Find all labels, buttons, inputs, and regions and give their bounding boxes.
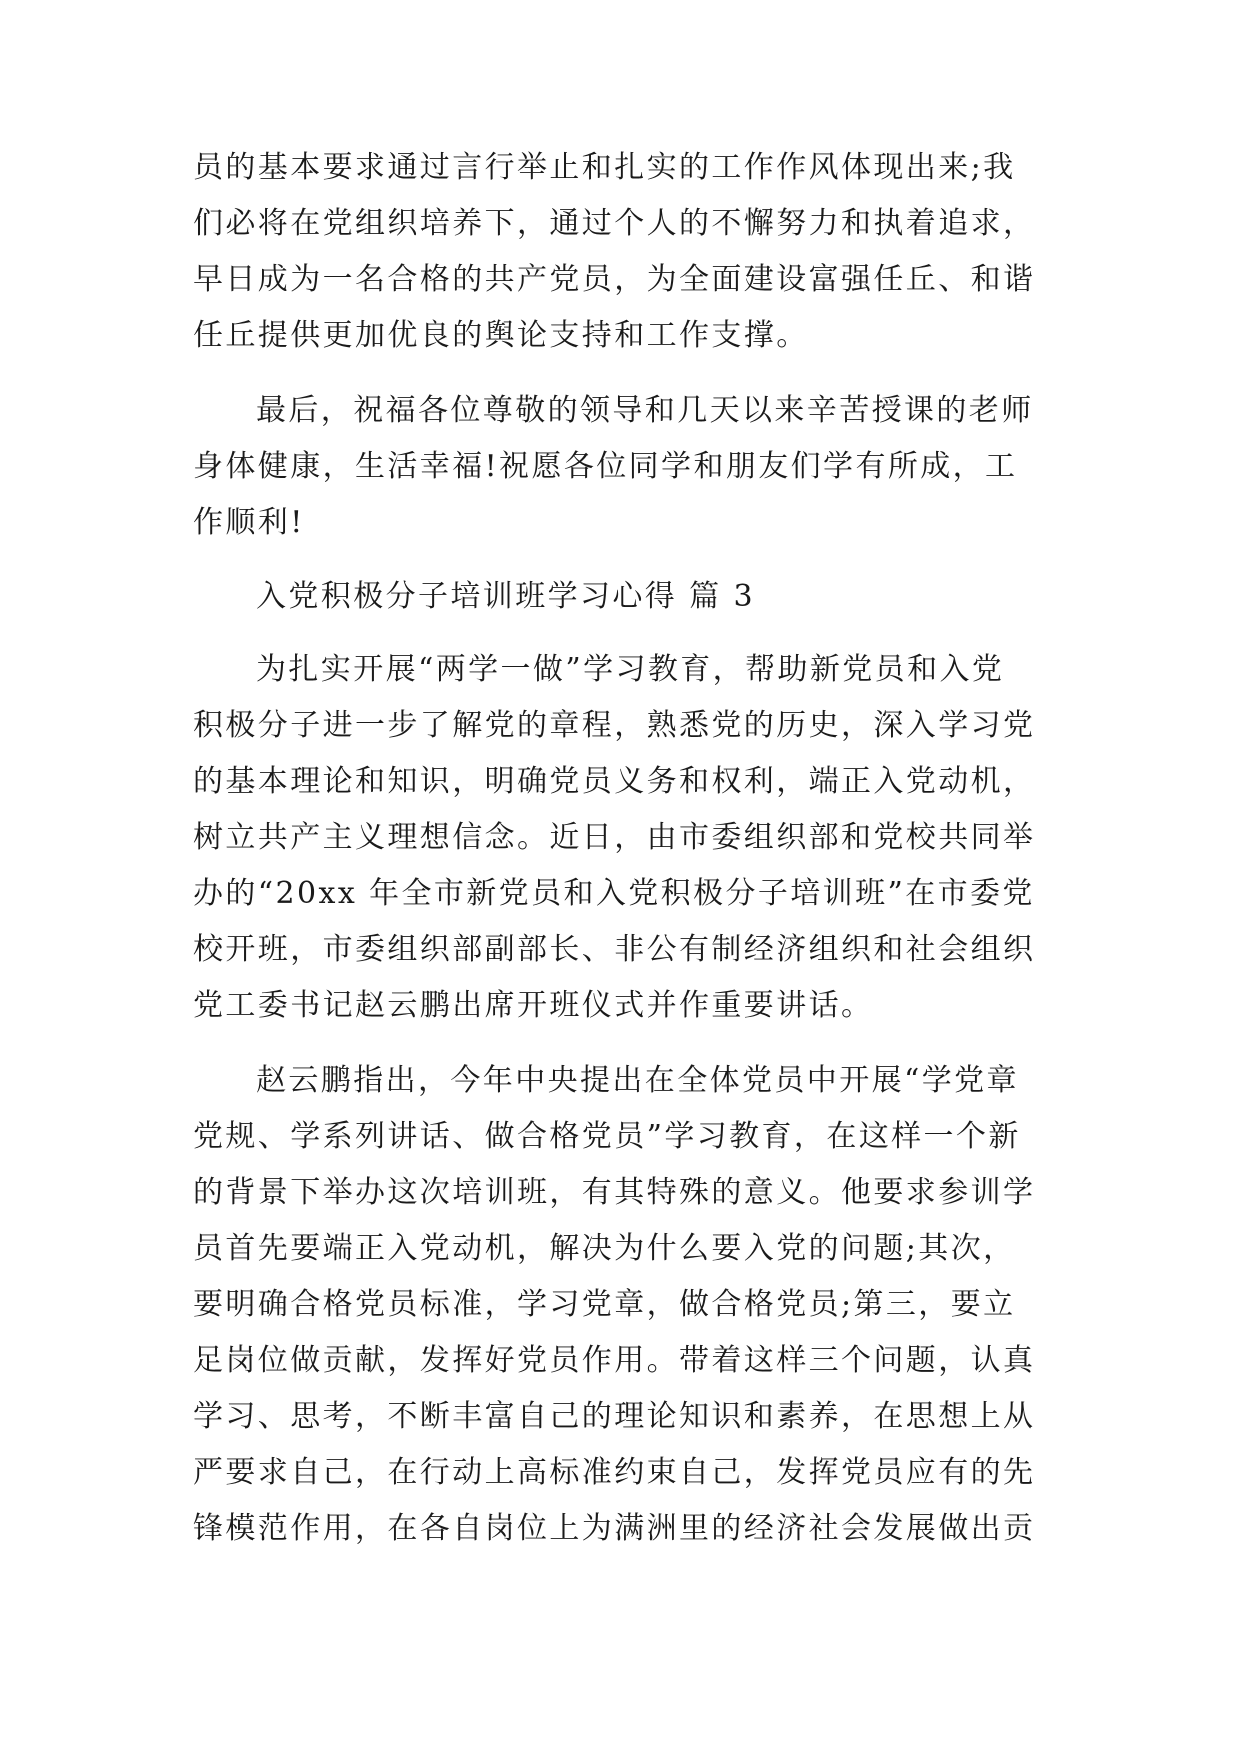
- paragraph-line: 树立共产主义理想信念。近日，由市委组织部和党校共同举: [193, 820, 1036, 855]
- paragraph-line: 严要求自己，在行动上高标准约束自己，发挥党员应有的先: [193, 1455, 1036, 1490]
- paragraph-line: 赵云鹏指出，今年中央提出在全体党员中开展“学党章: [256, 1063, 1019, 1098]
- paragraph-line: 最后，祝福各位尊敬的领导和几天以来辛苦授课的老师: [256, 393, 1034, 428]
- paragraph-line: 们必将在党组织培养下，通过个人的不懈努力和执着追求，: [193, 206, 1036, 241]
- paragraph-line: 校开班，市委组织部副部长、非公有制经济组织和社会组织: [193, 932, 1036, 967]
- paragraph-line: 员的基本要求通过言行举止和扎实的工作作风体现出来;我: [193, 150, 1016, 185]
- paragraph-line: 身体健康，生活幸福!祝愿各位同学和朋友们学有所成，工: [193, 449, 1018, 484]
- paragraph-line: 锋模范作用，在各自岗位上为满洲里的经济社会发展做出贡: [193, 1511, 1036, 1546]
- paragraph-line: 办的“20xx 年全市新党员和入党积极分子培训班”在市委党: [193, 876, 1035, 911]
- paragraph-line: 为扎实开展“两学一做”学习教育，帮助新党员和入党: [256, 652, 1005, 687]
- paragraph-line: 任丘提供更加优良的舆论支持和工作支撑。: [193, 318, 809, 353]
- section-heading: 入党积极分子培训班学习心得 篇 3: [256, 579, 755, 614]
- paragraph-line: 的基本理论和知识，明确党员义务和权利，端正入党动机，: [193, 764, 1036, 799]
- paragraph-line: 要明确合格党员标准，学习党章，做合格党员;第三，要立: [193, 1287, 1016, 1322]
- paragraph-line: 积极分子进一步了解党的章程，熟悉党的历史，深入学习党: [193, 708, 1036, 743]
- paragraph-line: 作顺利!: [193, 505, 305, 540]
- paragraph-line: 党规、学系列讲话、做合格党员”学习教育，在这样一个新: [193, 1119, 1021, 1154]
- paragraph-line: 党工委书记赵云鹏出席开班仪式并作重要讲话。: [193, 988, 874, 1023]
- paragraph-line: 早日成为一名合格的共产党员，为全面建设富强任丘、和谐: [193, 262, 1036, 297]
- paragraph-line: 员首先要端正入党动机，解决为什么要入党的问题;其次，: [193, 1231, 1016, 1266]
- paragraph-line: 足岗位做贡献，发挥好党员作用。带着这样三个问题，认真: [193, 1343, 1036, 1378]
- paragraph-line: 的背景下举办这次培训班，有其特殊的意义。他要求参训学: [193, 1175, 1036, 1210]
- paragraph-line: 学习、思考，不断丰富自己的理论知识和素养，在思想上从: [193, 1399, 1036, 1434]
